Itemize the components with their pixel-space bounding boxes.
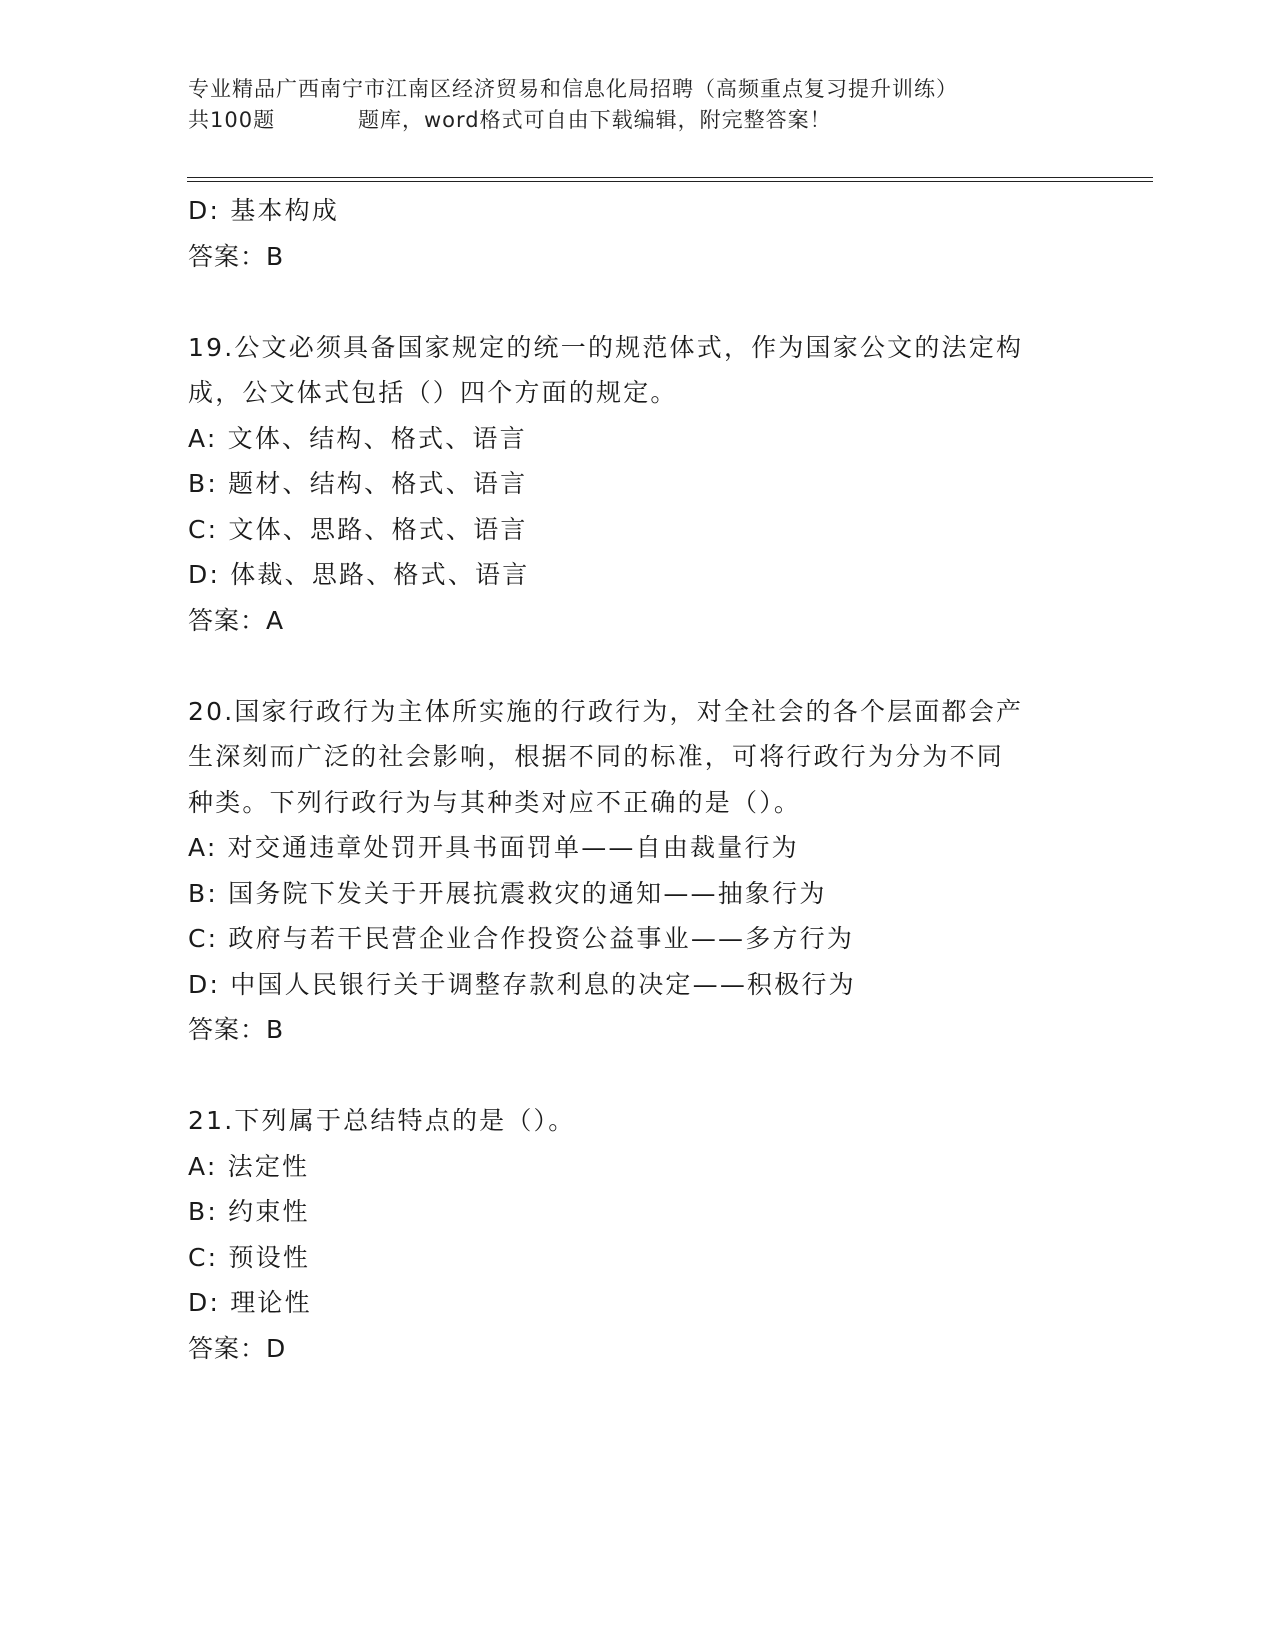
answer: 答案：A: [188, 605, 285, 635]
header-subtitle-line: [188, 105, 1088, 136]
question-count: 共100题: [188, 108, 276, 132]
question-stem: 种类。下列行政行为与其种类对应不正确的是（）。: [188, 787, 802, 817]
question-stem: 19.公文必须具备国家规定的统一的规范体式，作为国家公文的法定构: [188, 332, 1024, 362]
header-divider-top: [187, 177, 1153, 178]
question-21: [188, 1098, 1088, 1371]
option-a: A: 对交通违章处罚开具书面罚单——自由裁量行为: [188, 833, 799, 862]
option-b: B: 题材、结构、格式、语言: [188, 469, 528, 498]
option-a: A: 法定性: [188, 1151, 310, 1181]
spacer: [188, 643, 1088, 689]
page-header: [188, 74, 1088, 136]
question-stem: 生深刻而广泛的社会影响，根据不同的标准，可将行政行为分为不同: [188, 742, 1005, 771]
option-c: C: 预设性: [188, 1242, 311, 1272]
option-c: C: 文体、思路、格式、语言: [188, 514, 528, 544]
question-18-tail: [188, 188, 1088, 279]
answer: 答案：B: [188, 241, 285, 271]
question-stem: 成，公文体式包括（）四个方面的规定。: [188, 378, 678, 407]
question-stem: 21.下列属于总结特点的是（）。: [188, 1106, 576, 1135]
answer: 答案：B: [188, 1015, 285, 1044]
header-divider-bottom: [187, 181, 1153, 182]
option-d: D: 体裁、思路、格式、语言: [188, 560, 530, 589]
question-20: [188, 689, 1088, 1053]
option-a: A: 文体、结构、格式、语言: [188, 423, 527, 453]
option-d: D: 中国人民银行关于调整存款利息的决定——积极行为: [188, 969, 856, 999]
spacer: [188, 279, 1088, 325]
spacer: [188, 1053, 1088, 1099]
question-content: [188, 188, 1088, 1371]
option-d: D: 理论性: [188, 1288, 312, 1317]
option-c: C: 政府与若干民营企业合作投资公益事业——多方行为: [188, 924, 855, 953]
header-description: 题库，word格式可自由下载编辑，附完整答案！: [358, 108, 832, 132]
header-title-line: 专业精品广西南宁市江南区经济贸易和信息化局招聘（高频重点复习提升训练）: [188, 77, 958, 101]
option-d: D: 基本构成: [188, 196, 340, 225]
question-19: [188, 325, 1088, 644]
option-b: B: 约束性: [188, 1197, 310, 1226]
option-b: B: 国务院下发关于开展抗震救灾的通知——抽象行为: [188, 878, 827, 908]
question-stem: 20.国家行政行为主体所实施的行政行为，对全社会的各个层面都会产: [188, 696, 1024, 726]
answer: 答案：D: [188, 1333, 287, 1363]
